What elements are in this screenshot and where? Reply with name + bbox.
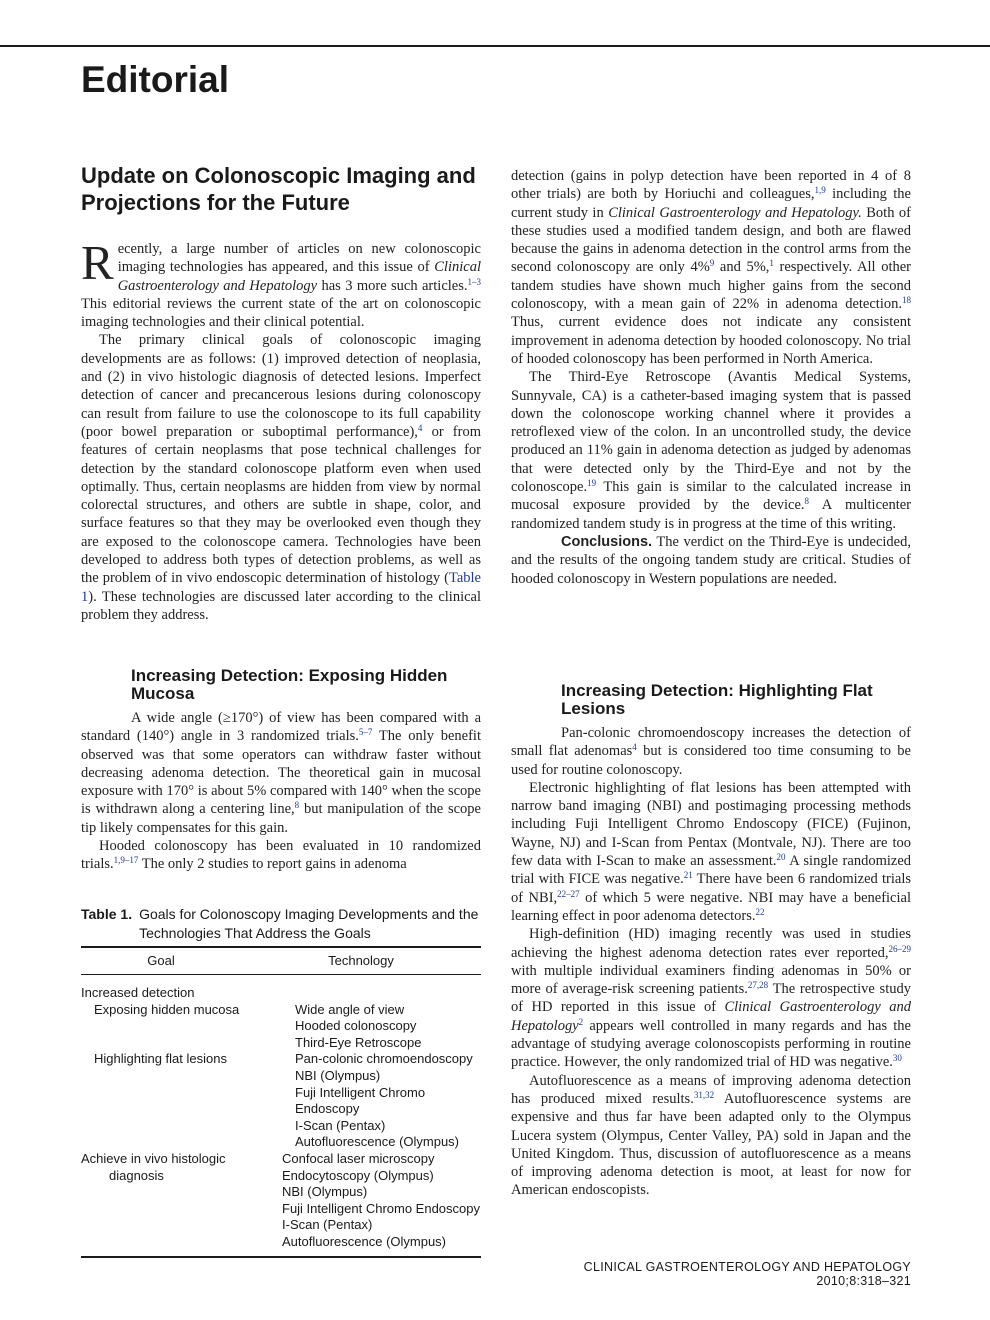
table-goal-cell: Achieve in vivo histologic diagnosis xyxy=(81,1150,226,1183)
table-1 xyxy=(81,905,481,1258)
citation-link[interactable]: 9 xyxy=(709,258,715,269)
table-goal-cell: Exposing hidden mucosa xyxy=(94,1001,240,1017)
citation-link[interactable]: 1–3 xyxy=(467,276,481,287)
right-column-text xyxy=(511,167,911,588)
table-tech-cell: Pan-colonic chromoendoscopy NBI (Olympus) Fuji Intelligent Chromo Endoscopy I-Scan (Pentax) Autofluorescence (Olympus) xyxy=(295,1051,473,1150)
citation-link[interactable]: 27,28 xyxy=(747,980,769,991)
section-2-paragraph-2: Electronic highlighting of flat lesions has been attempted with narrow band imaging (NBI) and postimaging processing methods including Fuji Intelligent Chromo Endoscopy (FICE) (Fujinon, Wayne, NJ) and I-Scan from Pentax (Montvale, NJ). There are too few data with I-Scan to make an assessment.$^{20}$ A single randomized trial with FICE was negative.$^{21}$ There have been 6 randomized trials of NBI,$^{22-27}$ of which 5 were negative. NBI may have a beneficial learning effect in poor adenoma detectors.$^{22}$ xyxy=(511,779,911,924)
section-1-paragraph-2: Hooded colonoscopy has been evaluated in 10 randomized trials.$^{1,9-17}$ The only 2 studies to report gains in adenoma xyxy=(81,838,481,873)
table-row xyxy=(81,1051,481,1151)
section-2-paragraph-1: Pan-colonic chromoendoscopy increases the detection of small flat adenomas$^4$ but is considered too time consuming to be used for routine colonoscopy. xyxy=(511,725,911,778)
intro-paragraph-2: The primary clinical goals of colonoscopic imaging developments are as follows: (1) improved detection of neoplasia, and (2) in vivo histologic diagnosis of detected lesions. Imperfect detection of cancer and precancerous lesions during colonoscopy can result from failure to use the colonoscope to its full capability (poor bowel preparation or suboptimal performance),$^4$ or from features of certain neoplasms that pose technical challenges for detection by the standard colonoscope platform even when used optimally. Thus, certain neoplasms are hidden from view by normal colorectal structures, and others are subtle in shape, color, and surface features so that they may be overlooked even though they are exposed to the colonoscope camera. Technologies have been developed to address both types of detection problems, as well as the problem of in vivo endoscopic determination of histology (Table 1). These technologies are discussed later according to the clinical problem they address. xyxy=(81,332,481,623)
journal-name: Clinical Gastroenterology and Hepatology xyxy=(511,999,911,1034)
section-2-heading-wrap xyxy=(561,682,911,724)
citation-link[interactable]: 20 xyxy=(776,852,786,863)
section-2-body xyxy=(511,724,911,1200)
table-1-link[interactable]: Table 1 xyxy=(81,570,481,605)
intro-paragraph-1: Recently, a large number of articles on new colonoscopic imaging technologies has appeared, and this issue of Clinical Gastroenterology and Hepatology has 3 more such articles.$^{1-3}$ This editorial reviews the current state of the art on colonoscopic imaging technologies and their clinical potential. xyxy=(81,235,481,331)
citation-link[interactable]: 22–27 xyxy=(557,888,580,899)
section-label: Editorial xyxy=(81,59,230,100)
citation-link[interactable]: 30 xyxy=(892,1053,902,1064)
table-row xyxy=(81,1151,481,1251)
citation-link[interactable]: 31,32 xyxy=(693,1089,715,1100)
citation-link[interactable]: 4 xyxy=(632,742,637,753)
table-tech-cell: Confocal laser microscopy Endocytoscopy (Olympus) NBI (Olympus) Fuji Intelligent Chromo Endoscopy I-Scan (Pentax) Autofluorescence (Olympus) xyxy=(282,1150,480,1249)
table-label: Table 1. xyxy=(81,906,133,922)
section-1-paragraph-1: A wide angle (≥170°) of view has been compared with a standard (140°) angle in 3 randomized trials.$^{5-7}$ The only benefit observed was that some operators can withdraw faster without decreasing adenoma detection. The theoretical gain in mucosal exposure with 170° is about 5% compared with 140° when the scope is withdrawn along a centering line,$^8$ but manipulation of the scope tip likely compensates for this gain. xyxy=(81,710,481,836)
conclusions-paragraph: Conclusions. The verdict on the Third-Eye is undecided, and the results of the ongoing tandem study are critical. Studies of hooded colonoscopy in Western populations are needed. xyxy=(511,533,911,587)
citation-link[interactable]: 8 xyxy=(804,496,810,507)
journal-name: Clinical Gastroenterology and Hepatology. xyxy=(608,204,862,221)
citation-link[interactable]: 26–29 xyxy=(888,943,911,954)
citation-link[interactable]: 1,9–17 xyxy=(113,855,139,866)
citation-link[interactable]: 8 xyxy=(294,800,300,811)
citation-link[interactable]: 4 xyxy=(417,422,423,433)
section-1-body xyxy=(81,709,481,874)
table-body xyxy=(81,975,481,1256)
conclusions-label: Conclusions. xyxy=(561,533,653,550)
citation-link[interactable]: 21 xyxy=(683,870,693,881)
citation-link[interactable]: 19 xyxy=(587,478,597,489)
section-heading-exposing-hidden-mucosa: Increasing Detection: Exposing Hidden Mucosa xyxy=(131,666,448,703)
table-header-technology: Technology xyxy=(328,952,394,968)
table-header-goal: Goal xyxy=(147,952,175,968)
citation-link[interactable]: 1 xyxy=(769,258,774,269)
table-tech-cell: Wide angle of view Hooded colonoscopy Third-Eye Retroscope xyxy=(295,1001,422,1050)
header-rule xyxy=(0,45,990,47)
table-bottom-rule xyxy=(81,1256,481,1258)
table-header-row xyxy=(81,948,481,974)
table-goal-cell: Highlighting flat lesions xyxy=(94,1051,227,1067)
section-heading-highlighting-flat-lesions: Increasing Detection: Highlighting Flat Lesions xyxy=(561,681,873,718)
intro-text xyxy=(81,235,481,624)
drop-cap: R xyxy=(81,235,114,290)
table-row xyxy=(81,985,481,1002)
citation-link[interactable]: 1,9 xyxy=(814,185,826,196)
citation-link[interactable]: 5–7 xyxy=(358,727,373,738)
section-2-paragraph-4: Autofluorescence as a means of improving adenoma detection has produced mixed results.$^{31,32}$ Autofluorescence systems are expensive and thus far have been adapted only to the Olympus Lucera system (Olympus, Center Valley, PA) sold in Japan and the United Kingdom. Thus, discussion of autofluorescence as a means of improving adenoma detection is moot, at least for now for American endoscopists. xyxy=(511,1072,911,1199)
table-row xyxy=(81,1002,481,1052)
citation-link[interactable]: 22 xyxy=(755,906,765,917)
section-1-paragraph-3: The Third-Eye Retroscope (Avantis Medical Systems, Sunnyvale, CA) is a catheter-based imaging system that is passed down the colonoscope working channel where it provides a retroflexed view of the colon. In an uncontrolled study, the device produced an 11% gain in adenoma detection as judged by adenomas that were detected only by the Third-Eye and not by the colonoscope.$^{19}$ This gain is similar to the calculated increase in mucosal exposure provided by the device.$^8$ A multicenter randomized tandem study is in progress at the time of this writing. xyxy=(511,369,911,532)
citation-link[interactable]: 18 xyxy=(902,295,911,306)
citation-link[interactable]: 2 xyxy=(578,1016,584,1027)
table-caption xyxy=(81,905,481,943)
article-title: Update on Colonoscopic Imaging and Projections for the Future xyxy=(81,163,476,215)
section-1-start xyxy=(131,667,481,709)
table-category: Increased detection xyxy=(81,985,195,1000)
section-2-paragraph-3: High-definition (HD) imaging recently was used in studies achieving the highest adenoma detection rates ever reported,$^{26-29}$ with multiple individual examiners finding adenomas in 50% or more of average-risk screening patients.$^{27,28}$ The retrospective study of HD reported in this issue of Clinical Gastroenterology and Hepatology$^2$ appears well controlled in many regards and has the advantage of studying average colonoscopists performing in routine practice. However, the only randomized trial of HD was negative.$^{30}$ xyxy=(511,926,911,1071)
section-1-continuation: detection (gains in polyp detection have been reported in 4 of 8 other trials) are both by Horiuchi and colleagues,$^{1,9}$ including the current study in Clinical Gastroenterology and Hepatology. Both of these studies used a modified tandem design, and both are flawed because the gains in adenoma detection in the control arms from the second colonoscopy are only 4%$^9$ and 5%,$^1$ respectively. All other tandem studies have shown much higher gains from the second colonoscopy, with a mean gain of 22% in adenoma detection.$^{18}$ Thus, current evidence does not indicate any consistent improvement in adenoma detection by hooded colonoscopy. No trial of hooded colonoscopy has been performed in North America. xyxy=(511,168,912,367)
table-caption-text: Goals for Colonoscopy Imaging Developments and the Technologies That Address the Goals xyxy=(139,906,479,941)
journal-footer: CLINICAL GASTROENTEROLOGY AND HEPATOLOGY 2010;8:318–321 xyxy=(583,1260,911,1288)
journal-name: Clinical Gastroenterology and Hepatology xyxy=(117,259,481,294)
